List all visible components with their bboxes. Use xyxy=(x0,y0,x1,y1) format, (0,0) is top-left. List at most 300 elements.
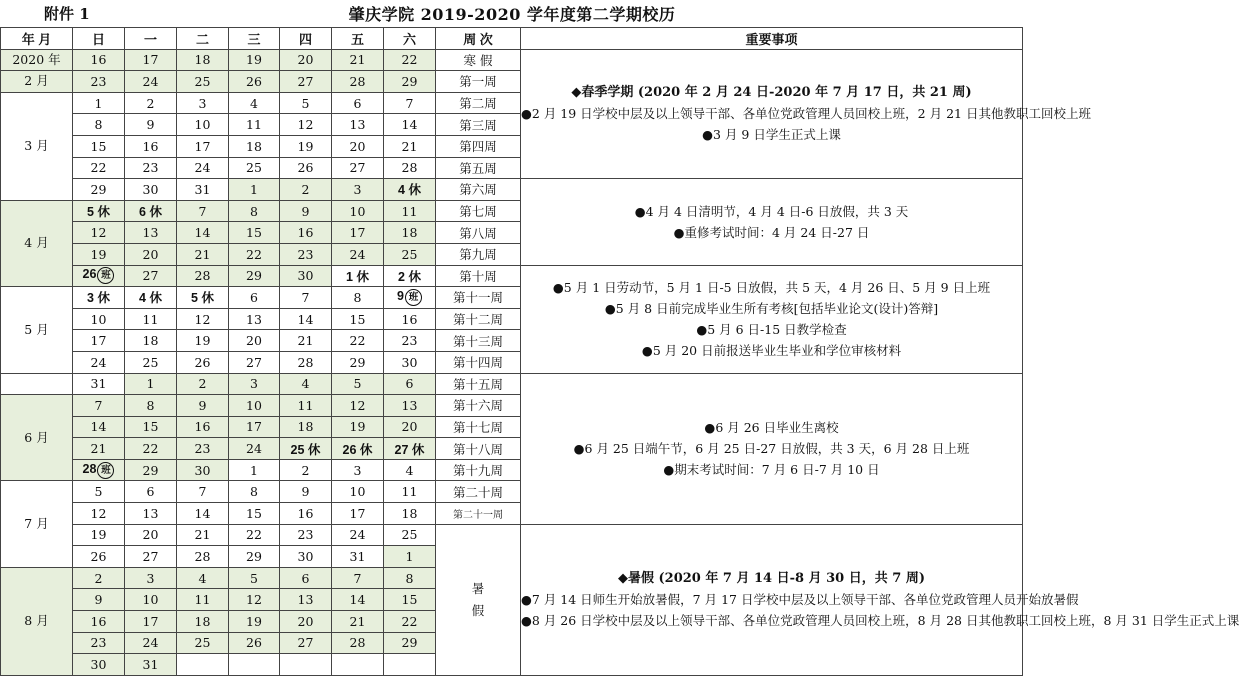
day-number: 17 xyxy=(142,613,159,629)
day-cell xyxy=(229,287,280,309)
day-cell xyxy=(280,395,332,417)
notes-item: ●3 月 9 日学生正式上课 xyxy=(702,127,841,143)
day-cell xyxy=(332,92,384,114)
day-cell xyxy=(73,632,125,654)
week-cell: 第十周 xyxy=(436,265,521,287)
day-number: 30 xyxy=(142,181,159,197)
day-number: 21 xyxy=(401,138,418,154)
day-cell xyxy=(125,611,177,633)
day-number: 4 xyxy=(405,462,414,478)
day-cell xyxy=(229,179,280,201)
day-number: 23 xyxy=(142,160,159,176)
day-number: 29 xyxy=(90,181,107,197)
day-number: 8 xyxy=(146,397,155,413)
col-header-sun: 日 xyxy=(73,28,125,50)
day-cell xyxy=(384,373,436,395)
day-number: 14 xyxy=(90,419,107,435)
day-cell xyxy=(332,416,384,438)
day-number: 19 xyxy=(246,613,262,629)
day-cell xyxy=(73,222,125,244)
day-cell xyxy=(384,157,436,179)
day-cell xyxy=(280,632,332,654)
day-number: 21 xyxy=(194,246,211,262)
day-cell xyxy=(177,135,229,157)
month-cell: 7 月 xyxy=(1,481,73,567)
day-number: 11 xyxy=(401,203,418,219)
day-number: 1 休 xyxy=(346,269,369,284)
day-cell xyxy=(73,589,125,611)
day-cell xyxy=(177,481,229,503)
day-number: 13 xyxy=(246,311,262,327)
day-cell xyxy=(177,395,229,417)
day-number: 27 xyxy=(297,635,314,651)
day-cell xyxy=(125,243,177,265)
day-number: 30 xyxy=(297,268,314,284)
day-number: 2 xyxy=(198,376,207,392)
day-cell xyxy=(332,589,384,611)
day-number: 15 xyxy=(246,225,262,241)
day-cell xyxy=(177,222,229,244)
day-number: 21 xyxy=(90,441,107,457)
day-cell xyxy=(332,265,384,287)
day-number: 20 xyxy=(142,527,159,543)
day-number: 12 xyxy=(297,117,314,133)
day-number: 7 xyxy=(198,203,207,219)
week-cell: 第十八周 xyxy=(436,438,521,460)
day-number: 11 xyxy=(246,117,262,133)
day-cell xyxy=(229,114,280,136)
day-number: 11 xyxy=(401,484,418,500)
day-cell xyxy=(177,308,229,330)
day-number: 28 xyxy=(349,73,366,89)
day-number: 13 xyxy=(401,397,418,413)
notes-may xyxy=(521,265,1023,373)
day-cell xyxy=(125,632,177,654)
day-number: 16 xyxy=(90,613,107,629)
day-cell xyxy=(384,92,436,114)
day-number: 7 xyxy=(94,397,103,413)
day-cell xyxy=(229,524,280,546)
day-cell xyxy=(73,200,125,222)
day-cell xyxy=(280,589,332,611)
day-cell xyxy=(332,654,384,676)
day-cell xyxy=(73,308,125,330)
day-number: 11 xyxy=(142,311,159,327)
day-cell xyxy=(280,611,332,633)
month-cell: 2 月 xyxy=(1,71,73,93)
day-cell xyxy=(280,567,332,589)
day-number: 28 xyxy=(297,354,314,370)
day-number: 23 xyxy=(401,333,418,349)
day-number: 6 xyxy=(146,484,155,500)
day-cell xyxy=(177,179,229,201)
week-cell: 第一周 xyxy=(436,71,521,93)
day-cell xyxy=(332,395,384,417)
day-cell xyxy=(280,222,332,244)
day-number: 12 xyxy=(90,505,107,521)
day-cell xyxy=(332,567,384,589)
day-number: 26 休 xyxy=(342,442,373,457)
week-cell: 第十九周 xyxy=(436,459,521,481)
day-number: 15 xyxy=(142,419,159,435)
day-cell xyxy=(384,114,436,136)
day-number: 26 xyxy=(246,635,262,651)
day-cell xyxy=(177,438,229,460)
day-cell xyxy=(384,265,436,287)
week-cell: 第十一周 xyxy=(436,287,521,309)
day-cell xyxy=(229,157,280,179)
day-number: 25 xyxy=(142,354,159,370)
col-header-mon: 一 xyxy=(125,28,177,50)
day-number: 14 xyxy=(297,311,314,327)
day-cell xyxy=(125,459,177,481)
day-cell xyxy=(229,416,280,438)
day-number: 12 xyxy=(349,397,366,413)
day-cell xyxy=(384,632,436,654)
day-number: 5 xyxy=(94,484,103,500)
attachment-label: 附件 1 xyxy=(44,5,90,23)
day-cell xyxy=(125,308,177,330)
day-cell xyxy=(280,157,332,179)
day-number: 11 xyxy=(297,397,314,413)
day-number: 13 xyxy=(142,225,159,241)
day-number: 9 xyxy=(146,117,155,133)
day-number: 9 xyxy=(198,397,207,413)
day-cell xyxy=(280,92,332,114)
day-cell xyxy=(280,654,332,676)
day-cell xyxy=(332,200,384,222)
day-cell xyxy=(384,567,436,589)
notes-summer xyxy=(521,524,1239,675)
day-number: 8 xyxy=(94,117,103,133)
day-number: 24 xyxy=(194,160,211,176)
calendar-row xyxy=(1,179,1023,201)
day-cell xyxy=(73,157,125,179)
day-cell xyxy=(177,200,229,222)
day-number: 15 xyxy=(349,311,366,327)
day-cell xyxy=(125,71,177,93)
day-cell xyxy=(73,265,125,287)
day-cell xyxy=(384,524,436,546)
day-number: 3 xyxy=(353,181,362,197)
week-cell: 第十五周 xyxy=(436,373,521,395)
week-cell: 第八周 xyxy=(436,222,521,244)
day-cell xyxy=(125,654,177,676)
day-number: 4 休 xyxy=(139,291,162,306)
day-cell xyxy=(125,481,177,503)
day-number: 2 xyxy=(301,181,310,197)
day-number: 7 xyxy=(301,289,310,305)
day-number: 27 xyxy=(297,73,314,89)
day-number: 15 xyxy=(246,505,262,521)
summer-week-char: 暑 xyxy=(471,580,485,596)
notes-item: ●重修考试时间：4 月 24 日-27 日 xyxy=(673,224,870,240)
calendar-row xyxy=(1,265,1023,287)
workday-circle-mark: 班 xyxy=(97,267,114,284)
day-cell xyxy=(125,546,177,568)
day-cell xyxy=(125,438,177,460)
calendar-row xyxy=(1,524,1023,546)
day-number: 26 xyxy=(194,354,211,370)
day-cell xyxy=(384,351,436,373)
day-cell xyxy=(332,611,384,633)
day-cell xyxy=(384,49,436,71)
day-number: 4 xyxy=(198,570,207,586)
day-cell xyxy=(229,308,280,330)
day-number: 19 xyxy=(349,419,366,435)
col-header-week: 周 次 xyxy=(436,28,521,50)
day-cell xyxy=(125,222,177,244)
day-cell xyxy=(229,373,280,395)
day-number: 22 xyxy=(142,441,159,457)
notes-spring xyxy=(521,49,1091,179)
notes-june xyxy=(521,373,1023,524)
day-number: 24 xyxy=(349,246,366,262)
day-number: 25 xyxy=(401,527,418,543)
col-header-sat: 六 xyxy=(384,28,436,50)
day-number: 3 休 xyxy=(87,291,110,306)
day-cell xyxy=(384,308,436,330)
day-number: 8 xyxy=(405,570,414,586)
day-cell xyxy=(332,459,384,481)
day-cell xyxy=(332,71,384,93)
notes-item: ●5 月 1 日劳动节，5 月 1 日-5 日放假，共 5 天，4 月 26 日、5 月 9 日上班 xyxy=(552,280,991,296)
day-number: 17 xyxy=(349,505,366,521)
day-number: 25 休 xyxy=(290,442,321,457)
day-number: 20 xyxy=(246,333,262,349)
day-number: 18 xyxy=(401,505,418,521)
workday-circle-mark: 班 xyxy=(405,289,422,306)
day-number: 10 xyxy=(194,117,211,133)
day-number: 12 xyxy=(90,225,107,241)
week-cell: 第十六周 xyxy=(436,395,521,417)
day-cell xyxy=(332,632,384,654)
day-number: 26 xyxy=(82,267,97,282)
month-cell: 8 月 xyxy=(1,567,73,675)
day-number: 9 xyxy=(94,592,103,608)
day-number: 29 xyxy=(142,462,159,478)
day-cell xyxy=(384,654,436,676)
day-number: 25 xyxy=(194,73,211,89)
day-cell xyxy=(229,49,280,71)
day-cell xyxy=(332,330,384,352)
day-cell xyxy=(177,243,229,265)
day-cell xyxy=(177,546,229,568)
day-cell xyxy=(229,243,280,265)
day-cell xyxy=(177,351,229,373)
day-number: 18 xyxy=(142,333,159,349)
day-number: 26 xyxy=(297,160,314,176)
day-cell xyxy=(125,92,177,114)
day-number: 6 xyxy=(353,95,362,111)
day-number: 6 xyxy=(250,289,258,305)
month-cell: 6 月 xyxy=(1,395,73,481)
day-number: 10 xyxy=(349,484,366,500)
day-cell xyxy=(332,351,384,373)
day-cell xyxy=(332,243,384,265)
day-number: 9 xyxy=(397,288,404,303)
day-cell xyxy=(177,503,229,525)
day-cell xyxy=(125,114,177,136)
day-cell xyxy=(125,503,177,525)
day-number: 20 xyxy=(349,138,366,154)
day-number: 27 休 xyxy=(394,442,425,457)
day-cell xyxy=(73,546,125,568)
day-cell xyxy=(73,395,125,417)
day-number: 29 xyxy=(401,73,418,89)
day-number: 31 xyxy=(194,181,211,197)
day-number: 18 xyxy=(297,419,314,435)
notes-item: ●8 月 26 日学校中层及以上领导干部、各单位党政管理人员回校上班，8 月 28 日其他教职工回校上班，8 月 31 日学生正式上课 xyxy=(521,613,1239,629)
day-number: 17 xyxy=(246,419,262,435)
day-number: 18 xyxy=(194,52,211,68)
day-number: 23 xyxy=(90,73,107,89)
day-cell xyxy=(177,632,229,654)
day-cell xyxy=(73,503,125,525)
day-number: 17 xyxy=(142,52,159,68)
day-cell xyxy=(125,567,177,589)
day-number: 28 xyxy=(194,268,211,284)
day-number: 21 xyxy=(349,52,366,68)
day-cell xyxy=(229,330,280,352)
day-number: 30 xyxy=(401,354,418,370)
notes-april xyxy=(521,179,1023,265)
day-number: 17 xyxy=(90,333,107,349)
day-number: 19 xyxy=(90,527,107,543)
notes-heading: ◆春季学期 (2020 年 2 月 24 日-2020 年 7 月 17 日，共 21 周) xyxy=(571,85,972,101)
day-cell xyxy=(384,459,436,481)
day-cell xyxy=(177,589,229,611)
day-number: 27 xyxy=(142,268,159,284)
day-cell xyxy=(332,179,384,201)
day-number: 18 xyxy=(401,225,418,241)
day-cell xyxy=(73,459,125,481)
day-cell xyxy=(280,524,332,546)
notes-item: ●5 月 8 日前完成毕业生所有考核[包括毕业论文(设计)答辩] xyxy=(604,301,939,317)
day-cell xyxy=(332,287,384,309)
day-number: 1 xyxy=(405,549,414,565)
day-cell xyxy=(280,438,332,460)
day-cell xyxy=(280,135,332,157)
day-cell xyxy=(384,179,436,201)
month-cell xyxy=(1,373,73,395)
day-number: 7 xyxy=(353,570,362,586)
day-number: 24 xyxy=(142,73,159,89)
day-number: 22 xyxy=(246,246,262,262)
notes-item: ●5 月 20 日前报送毕业生毕业和学位审核材料 xyxy=(641,343,902,359)
day-number: 31 xyxy=(142,657,159,673)
day-cell xyxy=(125,395,177,417)
day-number: 21 xyxy=(297,333,314,349)
day-number: 20 xyxy=(401,419,418,435)
day-cell xyxy=(280,416,332,438)
day-cell xyxy=(177,265,229,287)
day-cell xyxy=(384,589,436,611)
day-number: 10 xyxy=(349,203,366,219)
day-number: 13 xyxy=(349,117,366,133)
day-cell xyxy=(229,395,280,417)
day-cell xyxy=(384,330,436,352)
day-cell xyxy=(125,524,177,546)
day-cell xyxy=(73,49,125,71)
day-cell xyxy=(384,438,436,460)
workday-circle-mark: 班 xyxy=(97,462,114,479)
day-number: 29 xyxy=(246,549,262,565)
day-number: 20 xyxy=(297,613,314,629)
day-number: 16 xyxy=(142,138,159,154)
day-cell xyxy=(280,481,332,503)
day-number: 4 休 xyxy=(398,183,421,198)
day-number: 16 xyxy=(90,52,107,68)
day-cell xyxy=(229,200,280,222)
day-cell xyxy=(280,308,332,330)
day-cell xyxy=(280,459,332,481)
day-number: 17 xyxy=(194,138,211,154)
day-cell xyxy=(125,373,177,395)
week-cell: 第五周 xyxy=(436,157,521,179)
day-cell xyxy=(73,524,125,546)
day-cell xyxy=(125,265,177,287)
day-cell xyxy=(229,481,280,503)
day-number: 24 xyxy=(246,441,262,457)
day-cell xyxy=(280,373,332,395)
day-number: 14 xyxy=(401,117,418,133)
day-cell xyxy=(73,373,125,395)
week-cell: 第二十周 xyxy=(436,481,521,503)
day-cell xyxy=(177,71,229,93)
day-cell xyxy=(73,654,125,676)
day-cell xyxy=(332,222,384,244)
day-number: 10 xyxy=(142,592,159,608)
day-cell xyxy=(332,438,384,460)
day-cell xyxy=(280,503,332,525)
day-number: 30 xyxy=(297,549,314,565)
month-cell: 4 月 xyxy=(1,200,73,286)
day-cell xyxy=(384,481,436,503)
day-number: 23 xyxy=(194,441,211,457)
day-cell xyxy=(125,330,177,352)
day-number: 28 xyxy=(349,635,366,651)
day-number: 13 xyxy=(142,505,159,521)
day-number: 30 xyxy=(194,462,211,478)
day-number: 15 xyxy=(90,138,107,154)
day-cell xyxy=(73,330,125,352)
day-number: 16 xyxy=(297,505,314,521)
month-cell: 5 月 xyxy=(1,287,73,373)
day-cell xyxy=(229,546,280,568)
week-cell: 第九周 xyxy=(436,243,521,265)
day-number: 3 xyxy=(353,462,362,478)
day-cell xyxy=(73,135,125,157)
day-cell xyxy=(73,438,125,460)
day-cell xyxy=(332,157,384,179)
day-number: 12 xyxy=(246,592,262,608)
day-number: 2 xyxy=(94,570,103,586)
day-number: 9 xyxy=(301,203,310,219)
day-cell xyxy=(332,503,384,525)
day-cell xyxy=(73,114,125,136)
day-cell xyxy=(332,481,384,503)
day-cell xyxy=(280,49,332,71)
day-cell xyxy=(229,632,280,654)
col-header-fri: 五 xyxy=(332,28,384,50)
day-number: 29 xyxy=(349,354,366,370)
day-cell xyxy=(384,416,436,438)
day-cell xyxy=(229,71,280,93)
header-row xyxy=(1,28,1023,50)
day-number: 27 xyxy=(142,549,159,565)
day-number: 17 xyxy=(349,225,366,241)
